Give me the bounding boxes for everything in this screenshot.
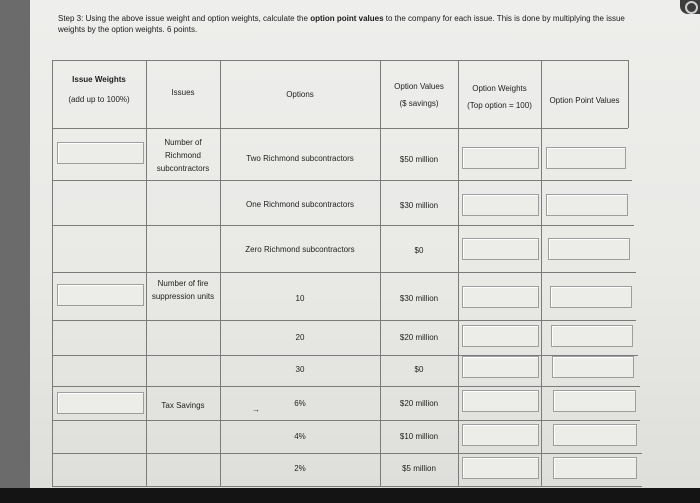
option-value-row-5: $20 million — [399, 333, 439, 342]
header-option-weights-title: Option Weights — [472, 84, 527, 93]
option-point-value-input-9[interactable] — [553, 457, 637, 479]
arrow-icon: → — [252, 405, 260, 414]
table-line — [220, 60, 221, 486]
issue-tax-savings: Tax Savings — [161, 401, 205, 410]
option-point-value-input-7[interactable] — [553, 390, 636, 412]
option-point-value-input-6[interactable] — [552, 356, 634, 378]
table-line — [52, 320, 636, 321]
table-line — [458, 60, 459, 486]
option-value-row-2: $30 million — [399, 201, 439, 210]
header-option-weights — [458, 82, 541, 117]
header-issue-weights-note: (add up to 100%) — [68, 95, 130, 104]
option-point-value-input-5[interactable] — [551, 325, 633, 347]
option-row-5: 20 — [295, 333, 305, 342]
table-line — [380, 60, 381, 486]
table-line — [52, 60, 53, 486]
header-options: Options — [286, 90, 314, 99]
step-bold-term: option point values — [310, 14, 384, 23]
option-point-value-input-2[interactable] — [546, 194, 628, 216]
option-row-6: 30 — [295, 365, 305, 374]
option-weight-input-4[interactable] — [462, 286, 539, 308]
header-option-point-values: Option Point Values — [549, 96, 620, 105]
table-line — [52, 355, 638, 356]
option-weight-input-2[interactable] — [462, 194, 539, 216]
header-issue-weights-title: Issue Weights — [72, 75, 126, 84]
header-issue-weights — [52, 73, 146, 114]
table-line — [52, 453, 642, 454]
option-row-8: 4% — [294, 432, 306, 441]
table-line — [52, 420, 640, 421]
table-line — [628, 60, 629, 128]
issue-weight-input-1[interactable] — [57, 142, 144, 164]
option-value-row-3: $0 — [414, 246, 424, 255]
option-weight-input-1[interactable] — [462, 147, 539, 169]
step-label: Step 3: — [58, 14, 84, 23]
step-text-after: to the company for each issue. This is done by multiplying the issue weights by the option weights. 6 points. — [58, 14, 625, 34]
header-option-values-note: ($ savings) — [399, 99, 439, 108]
option-row-3: Zero Richmond subcontractors — [245, 245, 355, 254]
header-option-values — [380, 80, 458, 115]
option-weight-input-7[interactable] — [462, 390, 539, 412]
issue-fire-suppression-units: Number of fire suppression units — [151, 279, 215, 301]
table-line — [146, 60, 147, 486]
table-line — [541, 60, 542, 486]
issue-weight-input-2[interactable] — [57, 284, 144, 306]
issue-weight-input-3[interactable] — [57, 392, 144, 414]
option-value-row-4: $30 million — [399, 294, 439, 303]
option-weight-input-5[interactable] — [462, 325, 539, 347]
option-weight-input-3[interactable] — [462, 238, 539, 260]
option-point-value-input-8[interactable] — [553, 424, 637, 446]
issue-richmond-subcontractors: Number of Richmond subcontractors — [156, 138, 210, 173]
table-line — [52, 272, 636, 273]
header-option-values-title: Option Values — [394, 82, 444, 91]
step-text-before: Using the above issue weight and option weights, calculate the — [85, 14, 308, 23]
option-value-row-1: $50 million — [399, 155, 439, 164]
header-option-weights-note: (Top option = 100) — [467, 101, 532, 110]
screen-bottom-bar — [0, 488, 700, 503]
option-point-value-input-1[interactable] — [546, 147, 626, 169]
option-value-row-6: $0 — [414, 365, 424, 374]
option-row-9: 2% — [294, 464, 306, 473]
option-point-value-input-4[interactable] — [550, 286, 632, 308]
table-line — [52, 486, 642, 487]
option-point-value-input-3[interactable] — [548, 238, 630, 260]
option-value-row-9: $5 million — [402, 464, 436, 473]
option-value-row-8: $10 million — [399, 432, 439, 441]
header-issues: Issues — [171, 88, 195, 97]
option-row-7: 6% — [294, 399, 306, 408]
option-row-1: Two Richmond subcontractors — [246, 154, 354, 163]
option-row-4: 10 — [295, 294, 305, 303]
table-line — [52, 386, 640, 387]
option-weight-input-6[interactable] — [462, 356, 539, 378]
option-row-2: One Richmond subcontractors — [245, 200, 355, 209]
table-line — [52, 225, 634, 226]
option-weight-input-8[interactable] — [462, 424, 539, 446]
option-weight-input-9[interactable] — [462, 457, 539, 479]
option-value-row-7: $20 million — [399, 399, 439, 408]
table-line — [52, 180, 632, 181]
